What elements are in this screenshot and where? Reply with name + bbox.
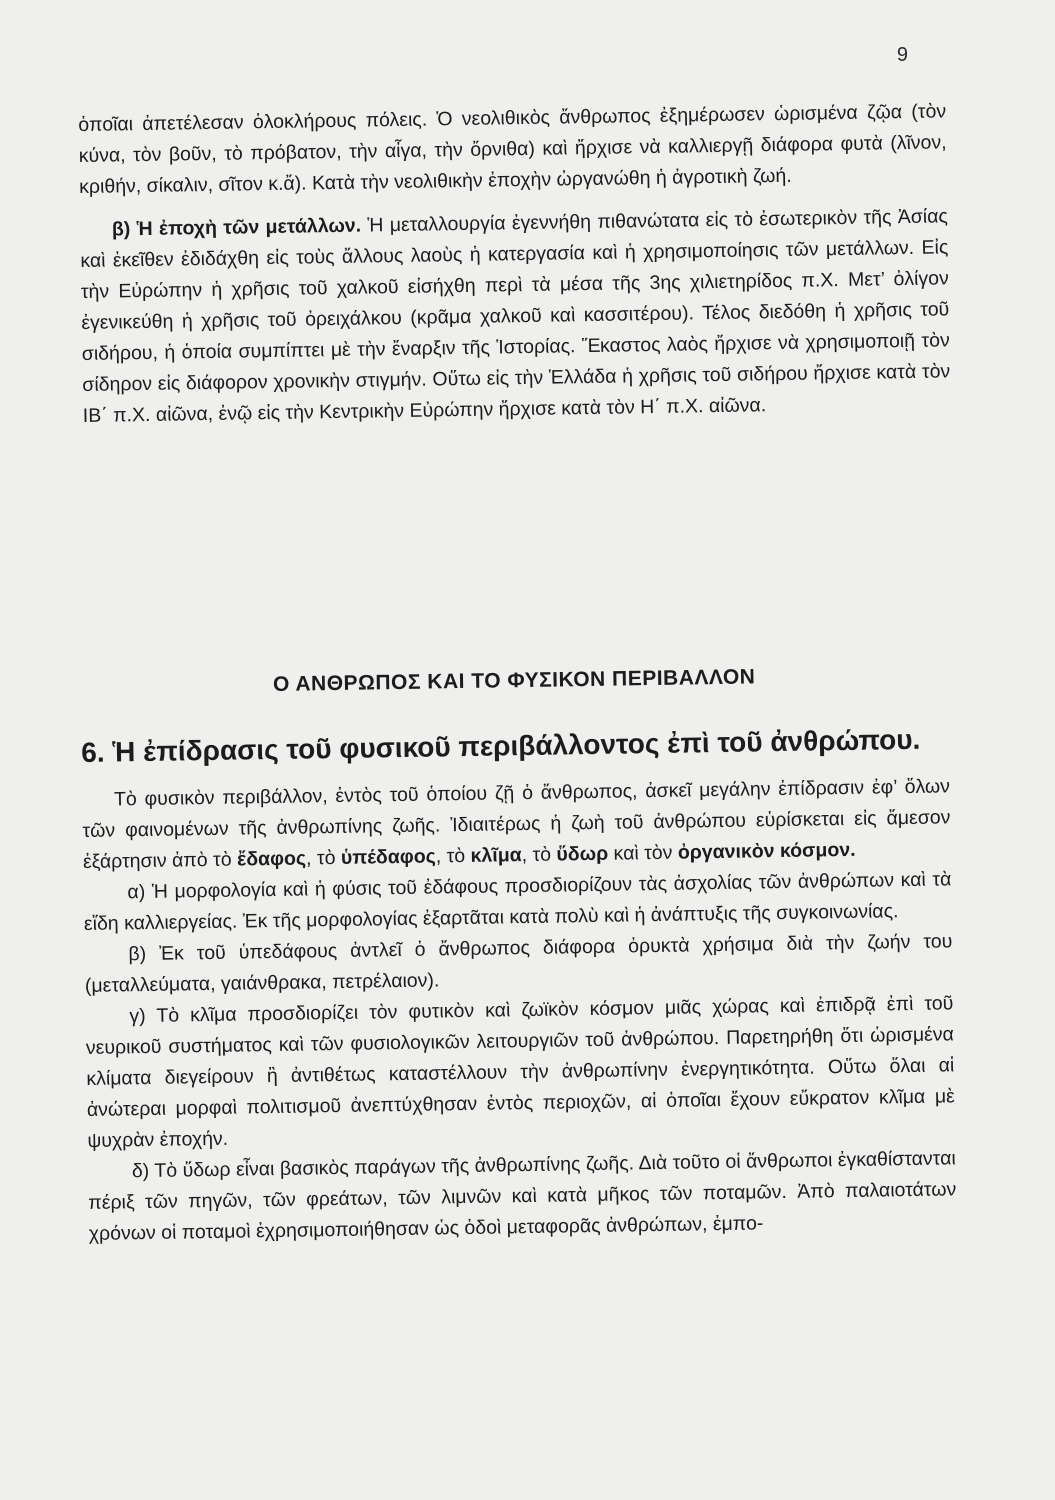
previous-section bbox=[78, 96, 951, 432]
page-number: 9 bbox=[896, 44, 908, 66]
intro-text: Τὸ φυσικὸν περιβάλλον, ἐντὸς τοῦ ὁποίου ζῇ ὁ ἄνθρωπος, ἀσκεῖ μεγάλην ἐπίδρασιν ἐφ’ ὅλων τῶν φαινομένων τῆς ἀνθρωπίνης ζωῆς. Ἰδιαιτέρως ἡ ζωὴ τοῦ ἀνθρώπου εὑρίσκεται εἰς ἄμεσον ἐξάρτησιν ἀπὸ τὸ bbox=[82, 775, 951, 873]
item-soil: α) Ἡ μορφολογία καὶ ἡ φύσις τοῦ ἐδάφους προσδιορίζουν τὰς ἀσχολίας τῶν ἀνθρώπων καὶ τὰ εἴδη καλλιεργείας. Ἐκ τῆς μορφολογίας ἐξαρτᾶται κατὰ πολὺ καὶ ἡ ἀνάπτυξις τῆς συγκοινωνίας. bbox=[83, 868, 952, 935]
subsection-heading: β) Ἡ ἐποχὴ τῶν μετάλλων. bbox=[111, 214, 362, 241]
metals-paragraph bbox=[80, 201, 951, 432]
term-water: ὕδωρ bbox=[556, 842, 609, 866]
separator: , τὸ bbox=[305, 847, 336, 870]
lesson-title: 6. Ἡ ἐπίδρασις τοῦ φυσικοῦ περιβάλλοντος ἐπὶ τοῦ ἀνθρώπου. bbox=[81, 723, 921, 768]
chapter-title: Ο ΑΝΘΡΩΠΟΣ ΚΑΙ ΤΟ ΦΥΣΙΚΟΝ ΠΕΡΙΒΑΛΛΟΝ bbox=[272, 665, 756, 696]
term-subsoil: ὑπέδαφος bbox=[340, 845, 436, 869]
item-water: δ) Τὸ ὕδωρ εἶναι βασικὸς παράγων τῆς ἀνθρωπίνης ζωῆς. Διὰ τοῦτο οἱ ἄνθρωποι ἐγκαθίστανται πέριξ τῶν πηγῶν, τῶν φρεάτων, τῶν λιμνῶν καὶ κατὰ μῆκος τῶν ποταμῶν. Ἀπὸ παλαιοτάτων χρόνων οἱ ποταμοὶ ἐχρησιμοποιήθησαν ὡς ὁδοὶ μεταφορᾶς ἀνθρώπων, ἐμπο- bbox=[88, 1147, 957, 1245]
term-organic-world: ὀργανικὸν κόσμον. bbox=[677, 838, 856, 864]
metals-text: Ἡ μεταλλουργία ἐγεννήθη πιθανώτατα εἰς τὸ ἐσωτερικὸν τῆς Ἀσίας καὶ ἐκεῖθεν ἐδιδάχθη εἰς τοὺς ἄλλους λαοὺς ἡ κατεργασία καὶ ἡ χρησιμοποίησις τῶν μετάλλων. Εἰς τὴν Εὐρώπην ἡ χρῆσις τοῦ χαλκοῦ εἰσήχθη περὶ τὰ μέσα τῆς 3ης χιλιετηρίδος π.Χ. Μετ’ ὀλίγον ἐγενικεύθη ἡ χρῆσις τοῦ ὀρειχάλκου (κρᾶμα χαλκοῦ καὶ κασσιτέρου). Τέλος διεδόθη ἡ χρῆσις τοῦ σιδήρου, ἡ ὁποία συμπίπτει μὲ τὴν ἔναρξιν τῆς Ἱστορίας. Ἕκαστος λαὸς ἤρχισε νὰ χρησιμοποιῇ τὸν σίδηρον εἰς διάφορον χρονικὴν στιγμήν. Οὕτω εἰς τὴν Ἑλλάδα ἡ χρῆσις τοῦ σιδήρου ἤρχισε κατὰ τὸν ΙΒ΄ π.Χ. αἰῶνα, ἐνῷ εἰς τὴν Κεντρικὴν Εὐρώπην ἤρχισε κατὰ τὸν Η΄ π.Χ. αἰῶνα. bbox=[80, 205, 951, 427]
continuation-paragraph: ὁποῖαι ἀπετέλεσαν ὁλοκλήρους πόλεις. Ὁ νεολιθικὸς ἄνθρωπος ἐξημέρωσεν ὡρισμένα ζῷα (τὸν κύνα, τὸν βοῦν, τὸ πρόβατον, τὴν αἶγα, τὴν ὄρνιθα) καὶ ἤρχισε νὰ καλλιεργῇ διάφορα φυτὰ (λῖνον, κριθήν, σίκαλιν, σῖτον κ.ἄ). Κατὰ τὴν νεολιθικὴν ἐποχὴν ὠργανώθη ἡ ἀγροτικὴ ζωή. bbox=[78, 100, 947, 198]
term-climate: κλῖμα bbox=[470, 844, 522, 867]
term-soil: ἔδαφος bbox=[236, 847, 307, 871]
separator: , τὸ bbox=[435, 844, 466, 868]
main-section bbox=[80, 658, 957, 1250]
separator: καὶ τὸν bbox=[613, 841, 673, 865]
separator: , τὸ bbox=[521, 843, 552, 867]
item-climate: γ) Τὸ κλῖμα προσδιορίζει τὸν φυτικὸν καὶ ζωϊκὸν κόσμον μιᾶς χώρας καὶ ἐπιδρᾷ ἐπὶ τοῦ νευρικοῦ συστήματος καὶ τῶν φυσιολογικῶν λειτουργιῶν τοῦ ἀνθρώπου. Παρετηρήθη ὅτι ὡρισμένα κλίματα διεγείρουν ἢ ἀντιθέτως καταστέλλουν τὴν ἀνθρωπίνην ἐνεργητικότητα. Οὕτω ὅλαι αἱ ἀνώτεραι μορφαὶ πολιτισμοῦ ἀνεπτύχθησαν ἐντὸς περιοχῶν, αἱ ὁποῖαι ἔχουν εὔκρατον κλῖμα μὲ ψυχρὰν ἐποχήν. bbox=[85, 992, 955, 1152]
item-subsoil: β) Ἐκ τοῦ ὑπεδάφους ἀντλεῖ ὁ ἄνθρωπος διάφορα ὀρυκτὰ χρήσιμα διὰ τὴν ζωήν του (μεταλλεύματα, γαιάνθρακα, πετρέλαιον). bbox=[84, 930, 953, 997]
intro-paragraph bbox=[82, 771, 951, 878]
